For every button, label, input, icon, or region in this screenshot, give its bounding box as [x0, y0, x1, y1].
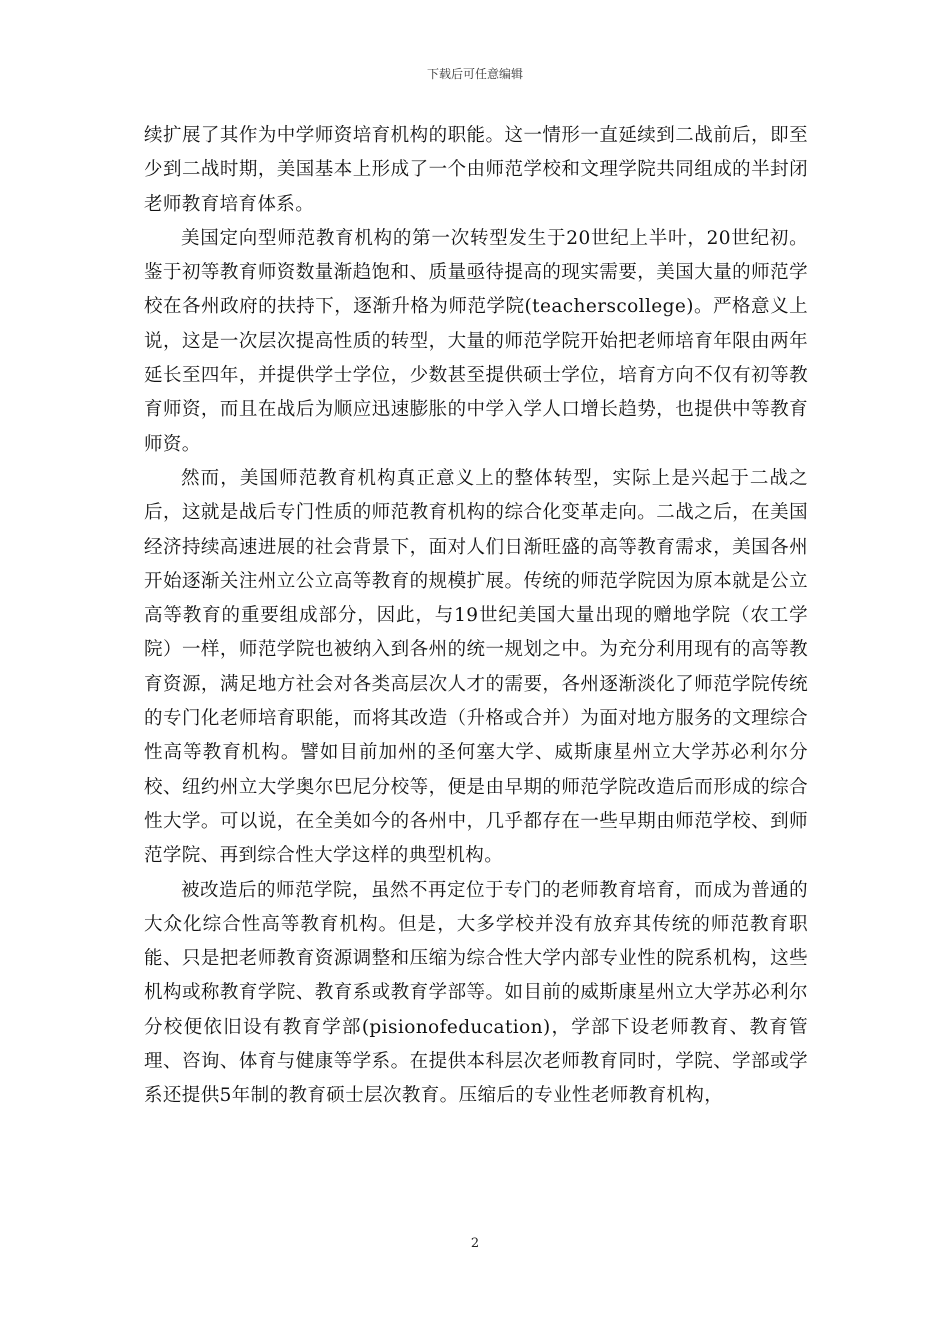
paragraph-1: 续扩展了其作为中学师资培育机构的职能。这一情形一直延续到二战前后，即至少到二战时期，美国基本上形成了一个由师范学校和文理学院共同组成的半封闭老师教育培育体系。	[144, 125, 808, 215]
page-header: 下载后可任意编辑	[426, 67, 523, 81]
page-number: 2	[470, 1236, 480, 1251]
paragraph-4: 被改造后的师范学院，虽然不再定位于专门的老师教育培育，而成为普通的大众化综合性高等教育机构。但是，大多学校并没有放弃其传统的师范教育职能、只是把老师教育资源调整和压缩为综合性大学内部专业性的院系机构，这些机构或称教育学院、教育系或教育学部等。如目前的威斯康星州立大学苏必利尔分校便依旧设有教育学部(pisionofeducation)，学部下设老师教育、教育管理、咨询、体育与健康等学系。在提供本科层次老师教育同时，学院、学部或学系还提供5年制的教育硕士层次教育。压缩后的专业性老师教育机构，	[144, 879, 808, 1107]
paragraph-3: 然而，美国师范教育机构真正意义上的整体转型，实际上是兴起于二战之后，这就是战后专门性质的师范教育机构的综合化变革走向。二战之后，在美国经济持续高速进展的社会背景下，面对人们日渐旺盛的高等教育需求，美国各州开始逐渐关注州立公立高等教育的规模扩展。传统的师范学院因为原本就是公立高等教育的重要组成部分，因此，与19世纪美国大量出现的赠地学院（农工学院）一样，师范学院也被纳入到各州的统一规划之中。为充分利用现有的高等教育资源，满足地方社会对各类高层次人才的需要，各州逐渐淡化了师范学院传统的专门化老师培育职能，而将其改造（升格或合并）为面对地方服务的文理综合性高等教育机构。譬如目前加州的圣何塞大学、威斯康星州立大学苏必利尔分校、纽约州立大学奥尔巴尼分校等，便是由早期的师范学院改造后而形成的综合性大学。可以说，在全美如今的各州中，几乎都存在一些早期由师范学校、到师范学院、再到综合性大学这样的典型机构。	[144, 467, 808, 867]
paragraph-2: 美国定向型师范教育机构的第一次转型发生于20世纪上半叶，20世纪初。鉴于初等教育师资数量渐趋饱和、质量亟待提高的现实需要，美国大量的师范学校在各州政府的扶持下，逐渐升格为师范学院(teacherscollege)。严格意义上说，这是一次层次提高性质的转型，大量的师范学院开始把老师培育年限由两年延长至四年，并提供学士学位，少数甚至提供硕士学位，培育方向不仅有初等教育师资，而且在战后为顺应迅速膨胀的中学入学人口增长趋势，也提供中等教育师资。	[144, 227, 808, 455]
body-text	[144, 119, 808, 1114]
